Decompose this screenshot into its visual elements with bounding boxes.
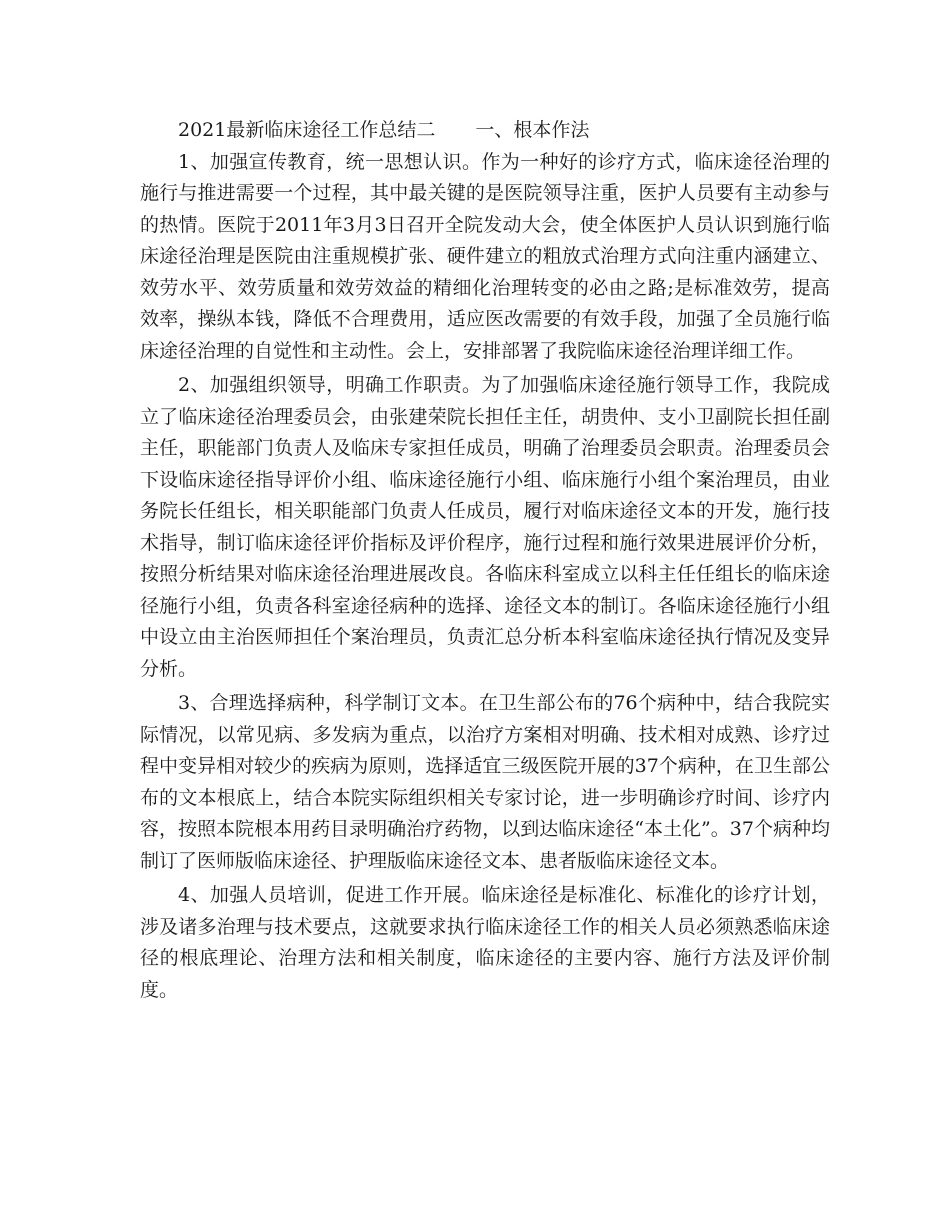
paragraph-2: 2、加强组织领导，明确工作职责。为了加强临床途径施行领导工作，我院成立了临床途径治理委员会，由张建荣院长担任主任，胡贵仲、支小卫副院长担任副主任，职能部门负责人及临床专家担任成员，明确了治理委员会职责。治理委员会下设临床途径指导评价小组、临床途径施行小组、临床施行小组个案治理员，由业务院长任组长，相关职能部门负责人任成员，履行对临床途径文本的开发，施行技术指导，制订临床途径评价指标及评价程序，施行过程和施行效果进展评价分析，按照分析结果对临床途径治理进展改良。各临床科室成立以科主任任组长的临床途径施行小组，负责各科室途径病种的选择、途径文本的制订。各临床途径施行小组中设立由主治医师担任个案治理员，负责汇总分析本科室临床途径执行情况及变异分析。	[140, 374, 830, 680]
document-title: 2021最新临床途径工作总结二	[178, 119, 436, 141]
paragraph-3: 3、合理选择病种，科学制订文本。在卫生部公布的76个病种中，结合我院实际情况，以常见病、多发病为重点，以治疗方案相对明确、技术相对成熟、诊疗过程中变异相对较少的疾病为原则，选择适宜三级医院开展的37个病种，在卫生部公布的文本根底上，结合本院实际组织相关专家讨论，进一步明确诊疗时间、诊疗内容，按照本院根本用药目录明确治疗药物，以到达临床途径“本土化”。37个病种均制订了医师版临床途径、护理版临床途径文本、患者版临床途径文本。	[140, 692, 830, 872]
section-heading: 一、根本作法	[475, 119, 590, 141]
document-body	[140, 115, 830, 1009]
paragraph-4: 4、加强人员培训，促进工作开展。临床途径是标准化、标准化的诊疗计划，涉及诸多治理与技术要点，这就要求执行临床途径工作的相关人员必须熟悉临床途径的根底理论、治理方法和相关制度，临床途径的主要内容、施行方法及评价制度。	[140, 884, 830, 1001]
title-line	[140, 115, 830, 147]
paragraph-1: 1、加强宣传教育，统一思想认识。作为一种好的诊疗方式，临床途径治理的施行与推进需要一个过程，其中最关键的是医院领导注重，医护人员要有主动参与的热情。医院于2011年3月3日召开全院发动大会，使全体医护人员认识到施行临床途径治理是医院由注重规模扩张、硬件建立的粗放式治理方式向注重内涵建立、效劳水平、效劳质量和效劳效益的精细化治理转变的必由之路;是标准效劳，提高效率，操纵本钱，降低不合理费用，适应医改需要的有效手段，加强了全员施行临床途径治理的自觉性和主动性。会上，安排部署了我院临床途径治理详细工作。	[140, 150, 830, 362]
